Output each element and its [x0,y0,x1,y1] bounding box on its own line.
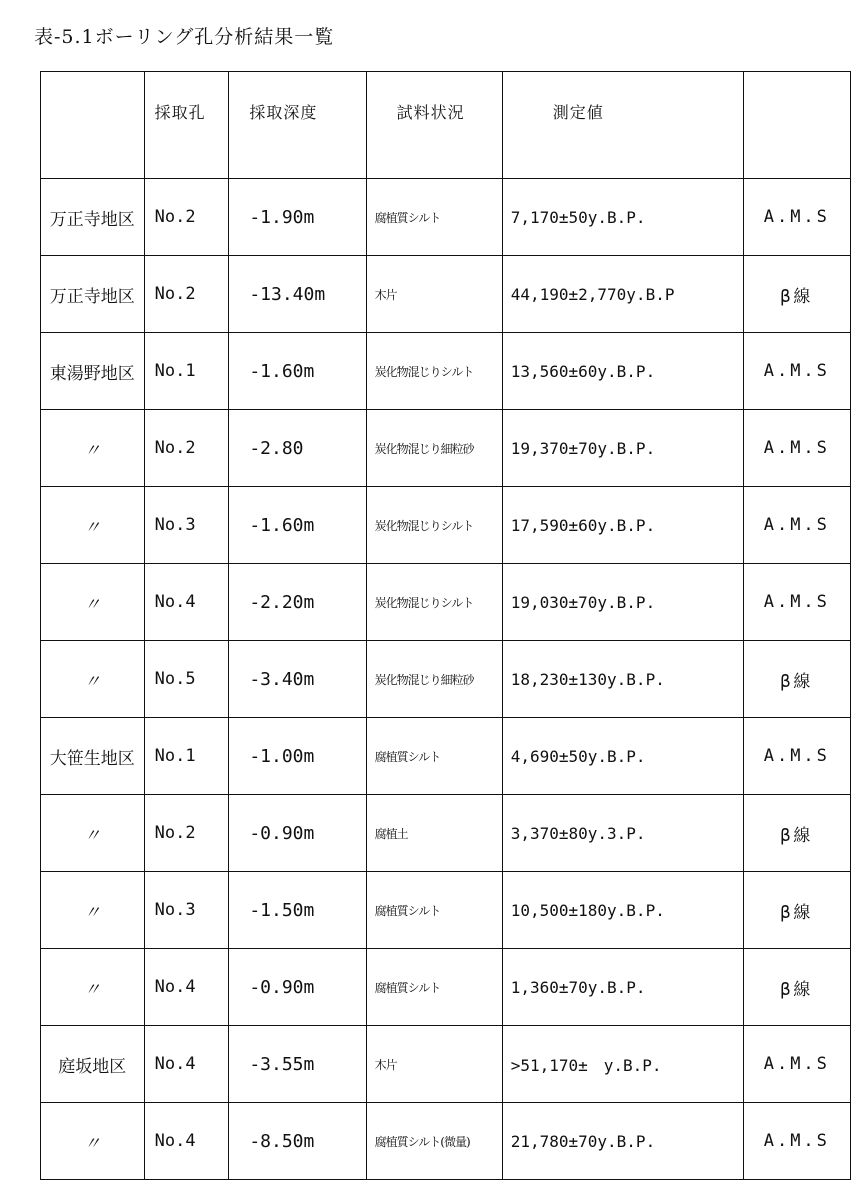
cell-material: 炭化物混じりシルト [366,333,502,410]
table-row [41,487,851,564]
cell-value: 10,500±180y.B.P. [502,872,743,949]
table-row [41,256,851,333]
table-row [41,410,851,487]
cell-depth: -1.90m [229,179,366,256]
cell-material: 腐植質シルト [366,718,502,795]
cell-material: 炭化物混じりシルト [366,564,502,641]
cell-material: 腐植土 [366,795,502,872]
cell-material: 腐植質シルト(微量) [366,1103,502,1180]
cell-material: 木片 [366,256,502,333]
cell-area: 東湯野地区 [41,333,145,410]
cell-method: β線 [743,641,850,718]
cell-method: β線 [743,256,850,333]
cell-hole: No.4 [144,1026,229,1103]
cell-method: β線 [743,949,850,1026]
cell-value: 21,780±70y.B.P. [502,1103,743,1180]
cell-method: β線 [743,795,850,872]
table-row [41,1103,851,1180]
cell-hole: No.4 [144,1103,229,1180]
header-method [743,72,850,179]
cell-hole: No.5 [144,641,229,718]
cell-material: 炭化物混じり細粒砂 [366,410,502,487]
cell-depth: -0.90m [229,795,366,872]
table-header-row [41,72,851,179]
cell-depth: -1.60m [229,333,366,410]
cell-method: β線 [743,872,850,949]
cell-value: 44,190±2,770y.B.P [502,256,743,333]
cell-hole: No.4 [144,564,229,641]
cell-method: A.M.S [743,487,850,564]
cell-hole: No.2 [144,179,229,256]
cell-material: 腐植質シルト [366,179,502,256]
cell-value: 13,560±60y.B.P. [502,333,743,410]
cell-hole: No.2 [144,795,229,872]
cell-hole: No.2 [144,256,229,333]
cell-material: 木片 [366,1026,502,1103]
cell-method: A.M.S [743,333,850,410]
cell-depth: -8.50m [229,1103,366,1180]
cell-area: 万正寺地区 [41,179,145,256]
cell-hole: No.3 [144,872,229,949]
cell-method: A.M.S [743,410,850,487]
table-row [41,179,851,256]
cell-area: 〃 [41,795,145,872]
header-material: 試料状況 [366,72,502,179]
table-row [41,795,851,872]
cell-hole: No.1 [144,333,229,410]
cell-area: 〃 [41,564,145,641]
cell-depth: -1.00m [229,718,366,795]
cell-area: 〃 [41,487,145,564]
cell-method: A.M.S [743,1026,850,1103]
cell-value: 3,370±80y.3.P. [502,795,743,872]
table-row [41,1026,851,1103]
cell-area: 万正寺地区 [41,256,145,333]
cell-depth: -0.90m [229,949,366,1026]
cell-value: 17,590±60y.B.P. [502,487,743,564]
cell-depth: -2.80 [229,410,366,487]
cell-value: 4,690±50y.B.P. [502,718,743,795]
cell-area: 〃 [41,641,145,718]
cell-value: 7,170±50y.B.P. [502,179,743,256]
cell-value: 1,360±70y.B.P. [502,949,743,1026]
cell-method: A.M.S [743,564,850,641]
cell-value: 18,230±130y.B.P. [502,641,743,718]
cell-material: 腐植質シルト [366,949,502,1026]
cell-value: 19,030±70y.B.P. [502,564,743,641]
cell-material: 炭化物混じりシルト [366,487,502,564]
cell-area: 庭坂地区 [41,1026,145,1103]
cell-area: 〃 [41,410,145,487]
cell-area: 〃 [41,872,145,949]
cell-area: 〃 [41,1103,145,1180]
cell-area: 〃 [41,949,145,1026]
cell-method: A.M.S [743,718,850,795]
cell-depth: -3.55m [229,1026,366,1103]
table-row [41,949,851,1026]
cell-method: A.M.S [743,179,850,256]
cell-value: >51,170± y.B.P. [502,1026,743,1103]
page-title: 表-5.1ボーリング孔分析結果一覧 [34,26,335,48]
cell-depth: -1.50m [229,872,366,949]
cell-material: 炭化物混じり細粒砂 [366,641,502,718]
results-table [40,71,851,1180]
cell-hole: No.4 [144,949,229,1026]
table-row [41,333,851,410]
cell-area: 大笹生地区 [41,718,145,795]
cell-hole: No.3 [144,487,229,564]
table-row [41,872,851,949]
cell-hole: No.1 [144,718,229,795]
cell-depth: -13.40m [229,256,366,333]
header-area [41,72,145,179]
cell-material: 腐植質シルト [366,872,502,949]
table-row [41,641,851,718]
header-value: 測定値 [502,72,743,179]
header-hole: 採取孔 [144,72,229,179]
table-row [41,718,851,795]
header-depth: 採取深度 [229,72,366,179]
cell-method: A.M.S [743,1103,850,1180]
cell-depth: -2.20m [229,564,366,641]
cell-depth: -3.40m [229,641,366,718]
cell-hole: No.2 [144,410,229,487]
cell-value: 19,370±70y.B.P. [502,410,743,487]
cell-depth: -1.60m [229,487,366,564]
table-row [41,564,851,641]
